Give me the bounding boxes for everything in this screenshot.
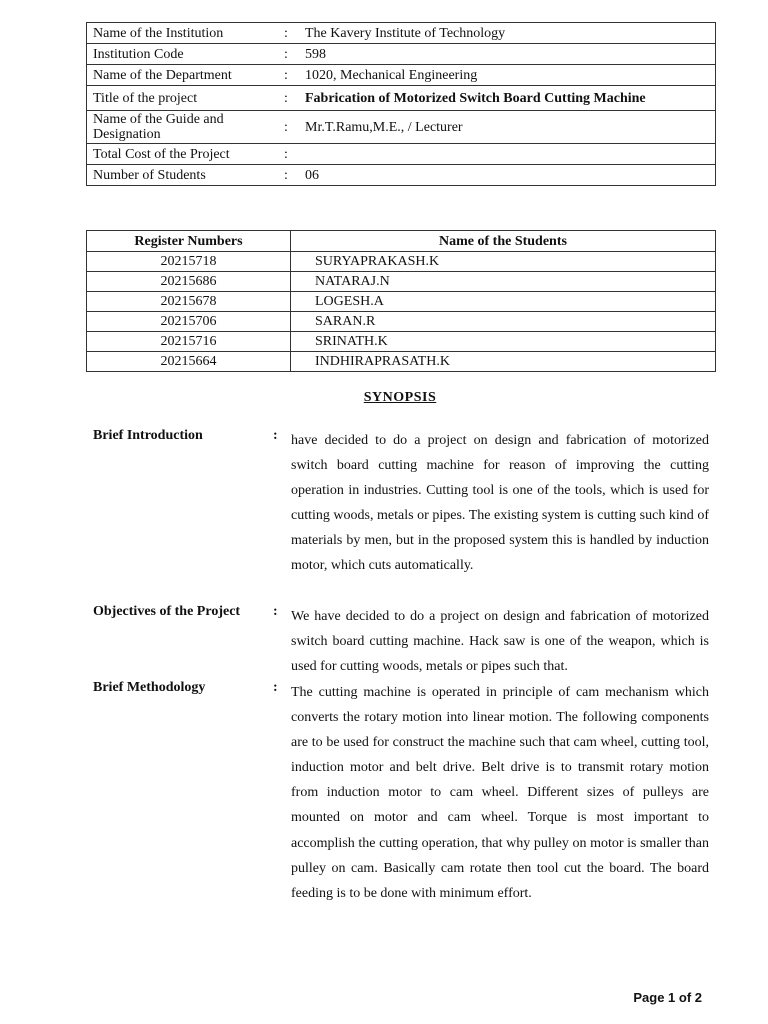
objectives-text: We have decided to do a project on design and fabrication of motorized switch board cutting machine. Hack saw is one of the weapon, which is used for cutting woods, metals or pipes such that.: [291, 609, 709, 675]
register-number: 20215686: [87, 272, 291, 292]
department-label: Name of the Department: [87, 65, 280, 86]
table-row: [87, 272, 716, 292]
methodology-heading: Brief Methodology: [93, 680, 206, 695]
info-row-institution: [87, 23, 716, 44]
colon: :: [279, 111, 293, 144]
table-row: [87, 332, 716, 352]
guide-label: Name of the Guide and Designation: [87, 111, 280, 144]
guide-value: Mr.T.Ramu,M.E., / Lecturer: [293, 111, 716, 144]
intro-heading: Brief Introduction: [93, 428, 203, 443]
colon: :: [279, 23, 293, 44]
info-row-code: [87, 44, 716, 65]
students-header-row: [87, 231, 716, 252]
colon: :: [279, 65, 293, 86]
table-row: [87, 252, 716, 272]
institution-label: Name of the Institution: [87, 23, 280, 44]
colon: :: [279, 86, 293, 111]
student-name: NATARAJ.N: [291, 272, 716, 292]
colon: :: [279, 144, 293, 165]
students-table: [86, 230, 716, 372]
register-number: 20215718: [87, 252, 291, 272]
department-value: 1020, Mechanical Engineering: [293, 65, 716, 86]
colon: :: [273, 428, 278, 443]
project-title-value: Fabrication of Motorized Switch Board Cutting Machine: [293, 86, 716, 111]
student-names-header: Name of the Students: [291, 231, 716, 252]
methodology-text: The cutting machine is operated in principle of cam mechanism which converts the rotary motion into linear motion. The following components are to be used for construct the machine such that cam wheel, cutting tool, induction motor and belt drive. Belt drive is to transmit rotary motion from induction motor to cam wheel. Different sizes of pulleys are mounted on motor and cam wheel. Torque is most important to accomplish the cutting operation, that why pulley on motor is smaller than pulley on cam. Basically cam rotate then tool cut the board. The board feeding is to be done with minimum effort.: [291, 685, 709, 901]
code-label: Institution Code: [87, 44, 280, 65]
colon: :: [279, 44, 293, 65]
register-number: 20215678: [87, 292, 291, 312]
student-name: LOGESH.A: [291, 292, 716, 312]
info-row-students: [87, 165, 716, 186]
students-count-label: Number of Students: [87, 165, 280, 186]
code-value: 598: [293, 44, 716, 65]
objectives-heading: Objectives of the Project: [93, 604, 241, 619]
student-name: SARAN.R: [291, 312, 716, 332]
table-row: [87, 352, 716, 372]
colon: :: [273, 604, 278, 619]
student-name: INDHIRAPRASATH.K: [291, 352, 716, 372]
register-number: 20215664: [87, 352, 291, 372]
synopsis-heading: SYNOPSIS: [363, 390, 437, 405]
project-info-table: [86, 22, 716, 186]
info-row-guide: [87, 111, 716, 144]
register-numbers-header: Register Numbers: [87, 231, 291, 252]
cost-value: [293, 144, 716, 165]
table-row: [87, 292, 716, 312]
students-count-value: 06: [293, 165, 716, 186]
table-row: [87, 312, 716, 332]
colon: :: [273, 680, 278, 695]
info-row-project: [87, 86, 716, 111]
register-number: 20215706: [87, 312, 291, 332]
colon: :: [279, 165, 293, 186]
register-number: 20215716: [87, 332, 291, 352]
cost-label: Total Cost of the Project: [87, 144, 280, 165]
project-label: Title of the project: [87, 86, 280, 111]
institution-value: The Kavery Institute of Technology: [293, 23, 716, 44]
student-name: SRINATH.K: [291, 332, 716, 352]
info-row-cost: [87, 144, 716, 165]
page-number: Page 1 of 2: [633, 990, 702, 1005]
student-name: SURYAPRAKASH.K: [291, 252, 716, 272]
info-row-department: [87, 65, 716, 86]
intro-text: have decided to do a project on design and fabrication of motorized switch board cutting machine for reason of improving the cutting operation in industries. Cutting tool is one of the tools, which is used for cutting woods, metals or pipes. The existing system is cutting such kind of materials by men, but in the proposed system this is handled by induction motor, which cuts automatically.: [291, 433, 709, 574]
